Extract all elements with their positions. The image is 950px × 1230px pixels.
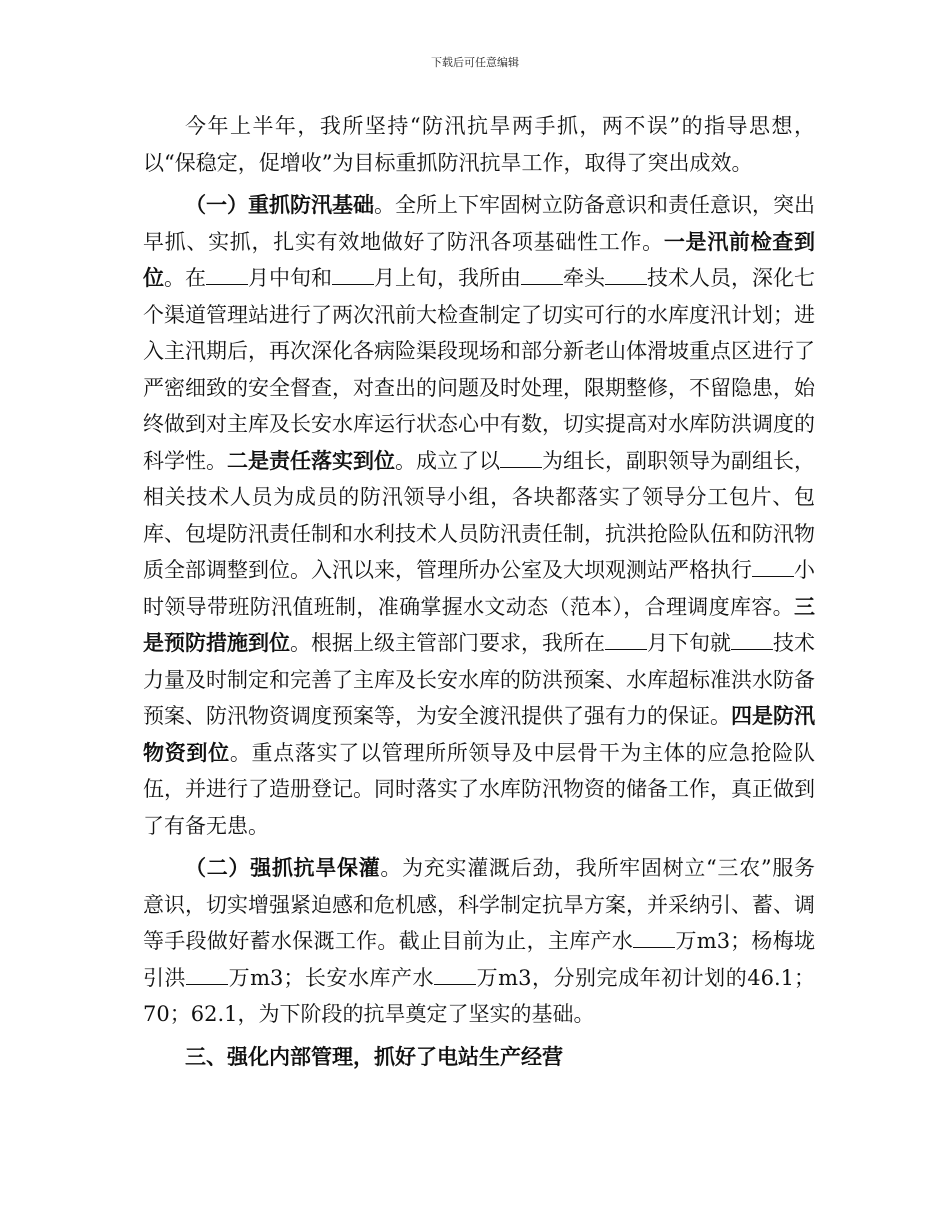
section-heading-flood-basics: （一）重抓防汛基础 (185, 192, 374, 217)
paragraph-drought-relief (143, 850, 815, 1033)
text-span: 牵头 (563, 266, 605, 290)
section-heading-drought: （二）强抓抗旱保灌 (185, 855, 381, 880)
point-heading-inspection: 一是汛前检查到位 (143, 228, 816, 290)
blank-field (731, 648, 773, 650)
point-heading-materials: 四是防汛物资到位 (143, 703, 815, 765)
document-body (143, 108, 815, 1075)
blank-field (605, 648, 647, 650)
text-span: 技术力量及时制定和完善了主库及长安水库的防洪预案、水库超标准洪水防备预案、防汛物资调度预案等，为安全渡汛提供了强有力的保证。 (143, 631, 815, 728)
text-span: 万m3；长安水库产水 (228, 965, 435, 990)
point-heading-responsibility: 二是责任落实到位 (227, 447, 395, 473)
text-span: 月下旬就 (647, 631, 731, 655)
blank-field (752, 575, 794, 577)
section-heading-internal-management: 三、强化内部管理，抓好了电站生产经营 (185, 1043, 563, 1069)
blank-field (521, 283, 563, 285)
text-span: 。为充实灌溉后劲，我所牢固树立“三农”服务意识，切实增强紧迫感和危机感，科学制定抗旱方案，并采纳引、蓄、调等手段做好蓄水保溉工作。截止目前为止，主库产水 (143, 856, 815, 953)
text-span: 。全所上下牢固树立防备意识和责任意识，突出早抓、实抓，扎实有效地做好了防汛各项基础性工作。 (143, 193, 815, 254)
text-span: 月上旬，我所由 (374, 266, 521, 290)
text-span: 。根据上级主管部门要求，我所在 (290, 631, 605, 655)
text-span: 。成立了以 (395, 448, 500, 473)
text-span: 万m3，分别完成年初计划的46.1；70；62.1，为下阶段的抗旱奠定了坚实的基础。 (143, 965, 815, 1026)
text-span: 。在 (164, 266, 206, 290)
blank-field (332, 283, 374, 285)
blank-field (500, 466, 542, 468)
text-span: 小时领导带班防汛值班制，准确掌握水文动态（范本），合理调度库容。 (143, 558, 815, 619)
text-span: 。重点落实了以管理所所领导及中层骨干为主体的应急抢险队伍，并进行了造册登记。同时落实了水库防汛物资的储备工作，真正做到了有备无患。 (143, 740, 816, 838)
page-header: 下载后可任意编辑 (431, 56, 519, 69)
blank-field (633, 946, 675, 948)
text-span: 万m3；杨梅垅引洪 (143, 929, 816, 990)
paragraph-flood-control (143, 187, 815, 844)
text-span: 月中旬和 (248, 266, 332, 290)
blank-field (605, 283, 647, 285)
blank-field (186, 983, 228, 985)
text-span: 为组长，副职领导为副组长，相关技术人员为成员的防汛领导小组，各块都落实了领导分工包片、包库、包堤防汛责任制和水利技术人员防汛责任制，抗洪抢险队伍和防汛物质全部调整到位。入汛以来，管理所办公室及大坝观测站严格执行 (143, 448, 815, 582)
blank-field (206, 283, 248, 285)
point-heading-prevention: 三是预防措施到位 (143, 593, 815, 655)
text-span: 技术人员，深化七个渠道管理站进行了两次汛前大检查制定了切实可行的水库度汛计划；进入主汛期后，再次深化各病险渠段现场和部分新老山体滑坡重点区进行了严密细致的安全督查，对查出的问题及时处理，限期整修，不留隐患，始终做到对主库及长安水库运行状态心中有数，切实提高对水库防洪调度的科学性。 (143, 266, 815, 473)
blank-field (434, 983, 476, 985)
paragraph-intro: 今年上半年，我所坚持“防汛抗旱两手抓，两不误”的指导思想，以“保稳定，促增收”为目标重抓防汛抗旱工作，取得了突出成效。 (143, 114, 815, 175)
